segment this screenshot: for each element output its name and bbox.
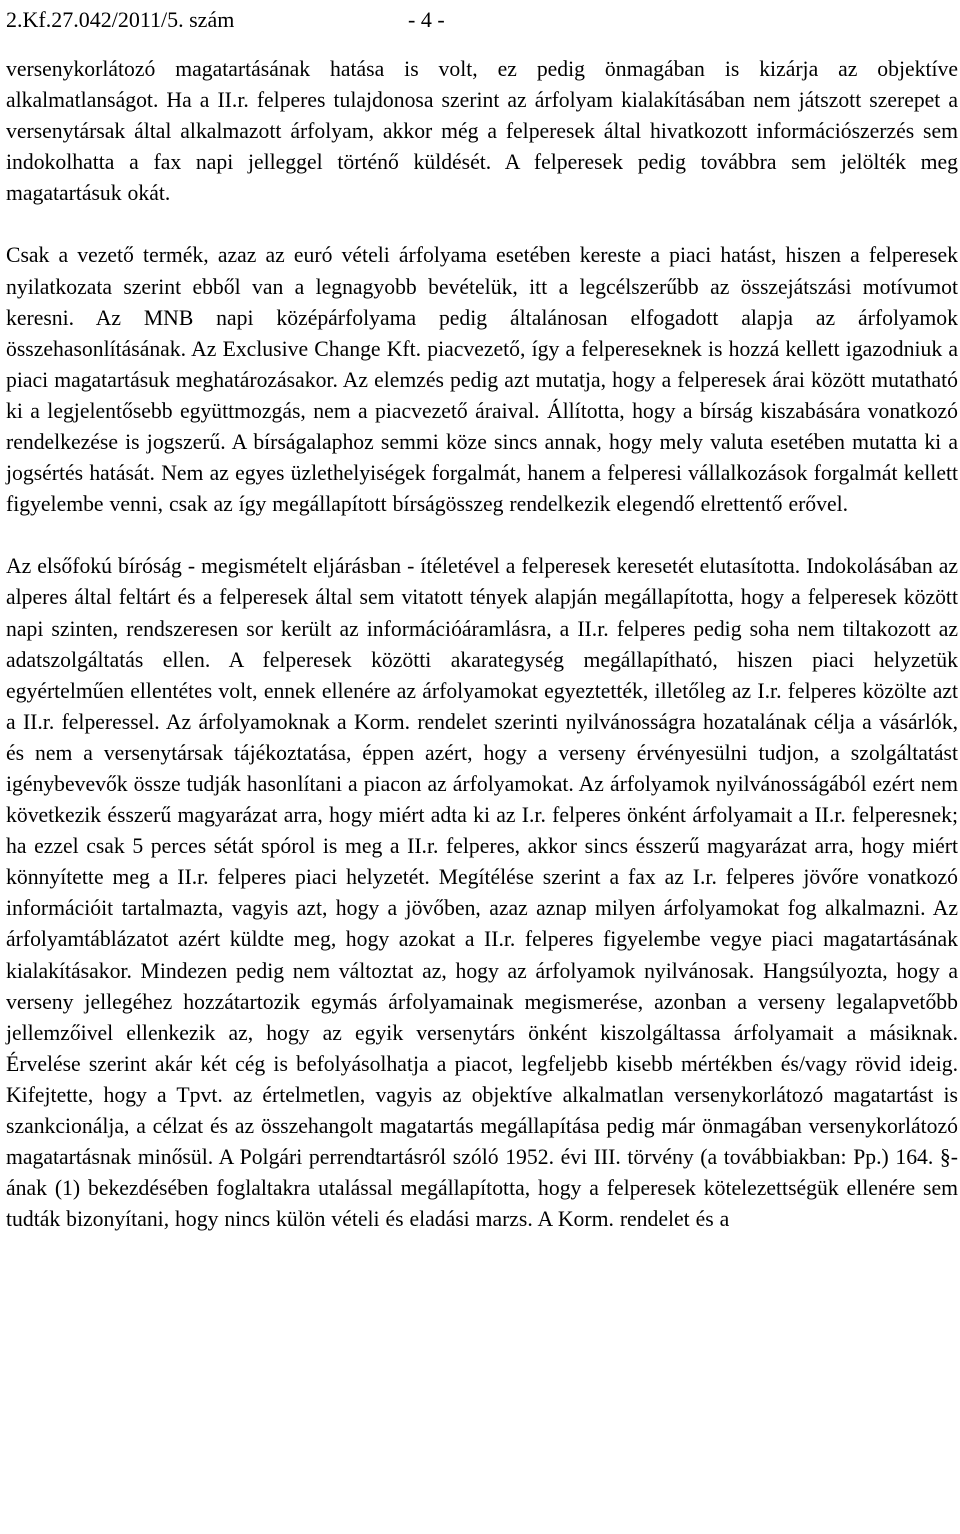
paragraph-1: versenykorlátozó magatartásának hatása is volt, ez pedig önmagában is kizárja az objektíve alkalmatlanságot. Ha a II.r. felperes tulajdonosa szerint az árfolyam kialakításában nem játszott szerepet a versenytársak által alkalmazott árfolyam, akkor még a felperesek által hivatkozott információszerzés sem indokolhatta a fax napi jelleggel történő küldését. A felperesek pedig továbbra sem jelölték meg magatartásuk okát. <box>6 57 958 206</box>
case-reference: 2.Kf.27.042/2011/5. szám <box>6 7 235 32</box>
page-number: - 4 - <box>408 7 445 32</box>
paragraph-gap <box>6 520 958 551</box>
paragraph-3: Az elsőfokú bíróság - megismételt eljárásban - ítéletével a felperesek keresetét elutasította. Indokolásában az alperes által feltárt és a felperesek által sem vitatott tények alapján megállapította, hogy a felperesek között napi szinten, rendszeresen sor került az információáramlásra, a II.r. felperes pedig soha nem tiltakozott az adatszolgáltatás ellen. A felperesek közötti akarategység megállapítható, hiszen piaci helyzetük egyértelműen ellentétes volt, ennek ellenére az árfolyamokat egyeztették, illetőleg az I.r. felperes közölte azt a II.r. felperessel. Az árfolyamoknak a Korm. rendelet szerinti nyilvánosságra hozatalának célja a vásárlók, és nem a versenytársak tájékoztatása, éppen azért, hogy a verseny érvényesülni tudjon, a szolgáltatást igénybevevők össze tudják hasonlítani a piacon az árfolyamokat. Az árfolyamok nyilvánosságából ezért nem következik ésszerű magyarázat arra, hogy miért adta ki az I.r. felperes önként árfolyamait a II.r. felperesnek; ha ezzel csak 5 perces sétát spórol is meg a II.r. felperes, akkor sincs ésszerű magyarázat arra, hogy miért könnyítette meg a II.r. felperes piaci helyzetét. Megítélése szerint a fax az I.r. felperes jövőre vonatkozó információit tartalmazta, vagyis azt, hogy a jövőben, azaz aznap milyen árfolyamokat fog alkalmazni. Az árfolyamtáblázatot azért küldte meg, hogy azokat a II.r. felperes figyelembe vegye piaci magatartásának kialakításakor. Mindezen pedig nem változtat az, hogy az árfolyamok nyilvánosak. Hangsúlyozta, hogy a verseny jellegéhez hozzátartozik egymás árfolyamainak megismerése, azonban a verseny legalapvetőbb jellemzőivel ellenkezik az, hogy az egyik versenytárs önként kiszolgáltassa árfolyamait a másiknak. Érvelése szerint akár két cég is befolyásolhatja a piacot, legfeljebb kisebb mértékben és/vagy rövid ideig. Kifejtette, hogy a Tpvt. az értelmetlen, vagyis az objektíve alkalmatlan versenykorlátozó magatartást is szankcionálja, a célzat és az összehangolt magatartás megállapítása pedig már önmagában versenykorlátozó magatartásnak minősül. A Polgári perrendtartásról szóló 1952. évi III. törvény (a továbbiakban: Pp.) 164. §-ának (1) bekezdésében foglaltakra utalással megállapította, hogy a felperesek kötelezettségük ellenére sem tudták bizonyítani, hogy nincs külön vételi és eladási marzs. A Korm. rendelet és a <box>6 554 958 1232</box>
paragraph-gap <box>6 209 958 240</box>
document-body <box>6 54 958 1235</box>
document-page <box>6 0 958 1235</box>
paragraph-2: Csak a vezető termék, azaz az euró vételi árfolyama esetében kereste a piaci hatást, hiszen a felperesek nyilatkozata szerint ebből van a legnagyobb bevételük, itt a legcélszerűbb az összejátszási motívumot keresni. Az MNB napi középárfolyama pedig általánosan elfogadott alapja az árfolyamok összehasonlításának. Az Exclusive Change Kft. piacvezető, így a felpereseknek is hozzá kellett igazodniuk a piaci magatartásuk meghatározásakor. Az elemzés pedig azt mutatja, hogy a felperesek árai között mutatható ki a legjelentősebb együttmozgás, nem a piacvezető áraival. Állította, hogy a bírság kiszabására vonatkozó rendelkezése is jogszerű. A bírságalaphoz semmi köze sincs annak, hogy mely valuta esetében mutatta ki a jogsértés hatását. Nem az egyes üzlethelyiségek forgalmát, hanem a felperesi vállalkozások forgalmát kellett figyelembe venni, csak az így megállapított bírságösszeg rendelkezik elegendő elrettentő erővel. <box>6 243 958 517</box>
page-header <box>6 0 958 40</box>
